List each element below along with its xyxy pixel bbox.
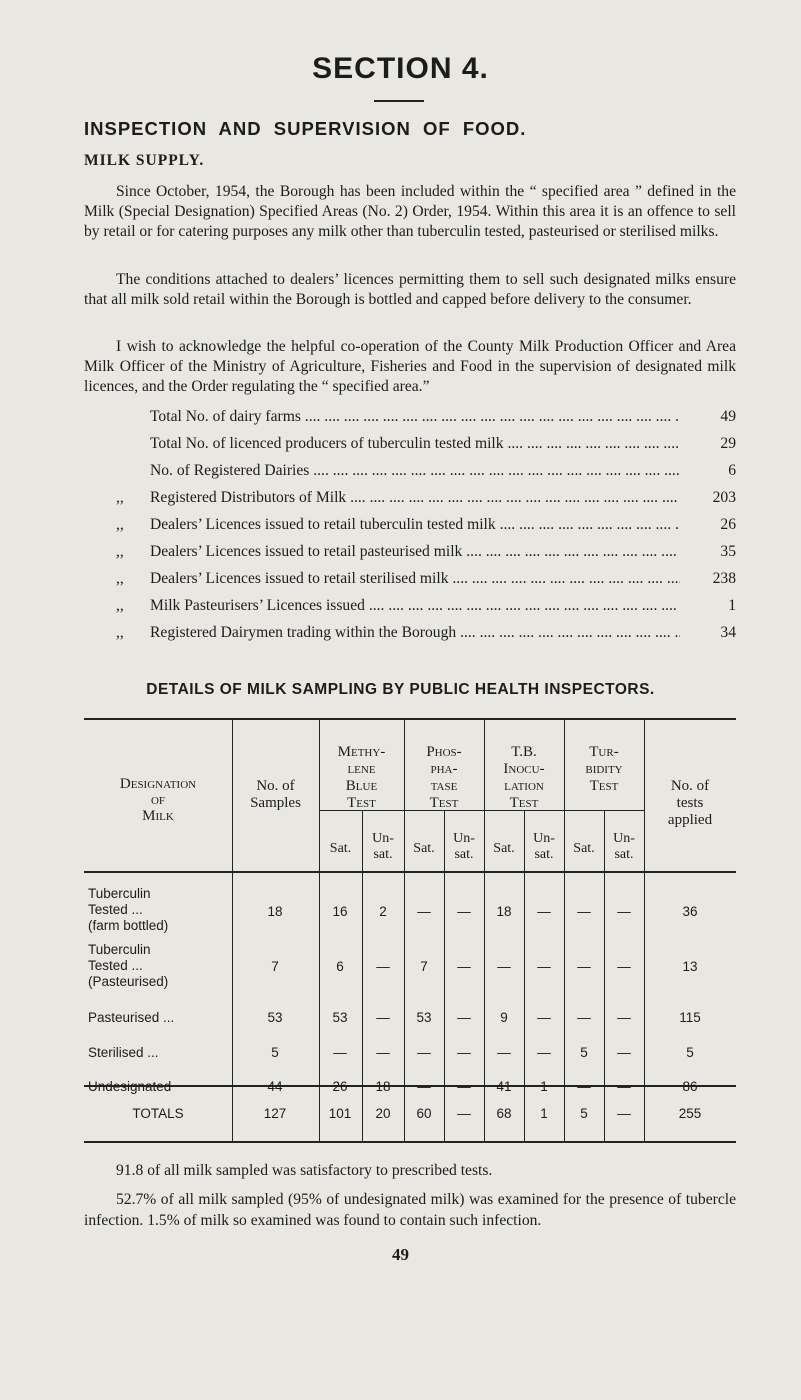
paragraph-acknowledgement: I wish to acknowledge the helpful co-operation of the County Milk Production Officer and Area Milk Officer of the Ministry of Agriculture, Fisheries and Food in the supervision of designated milk licences, and the Order regulating the “ specified area.” [84,338,736,395]
header-tests-applied [644,778,736,829]
table-cell: — [617,1045,631,1060]
designation-line: (farm bottled) [88,918,169,933]
designation-line: Tested ... [88,958,143,973]
header-line: Un- [453,831,475,846]
totals-label: TOTALS [132,1106,184,1121]
stat-label: No. of Registered Dairies .... [150,462,680,480]
header-line: sat. [534,847,554,862]
table-cell: 41 [496,1079,512,1094]
stat-row [116,489,736,516]
table-cell: — [457,959,471,974]
table-cell: — [617,1079,631,1094]
stat-prefix: ,, [116,489,124,506]
table-cell: — [497,959,511,974]
totals-cell: 68 [496,1106,512,1121]
header-line: Blue [345,778,378,794]
table-cell: 86 [682,1079,698,1094]
table-cell: — [537,904,551,919]
header-line: sat. [454,847,474,862]
paragraph-licence-conditions: The conditions attached to dealers’ licences permitting them to sell such designated milks ensure that all milk sold retail within the Borough is bottled and capped before delivery to the consumer. [84,271,736,308]
row-designation [88,1010,174,1026]
totals-cell: 127 [263,1106,287,1121]
stat-row [116,624,736,651]
row-designation [88,886,168,934]
table-cell: 36 [682,904,698,919]
header-line: bidity [585,761,623,777]
header-line: sat. [614,847,634,862]
totals-cell: — [617,1106,631,1121]
stat-value: 6 [680,462,736,480]
totals-cell: 5 [580,1106,588,1121]
header-turbidity [564,744,644,795]
subheader-unsat [362,831,404,863]
table-cell: 13 [682,959,698,974]
subheader-sat: Sat. [413,841,435,856]
table-cell: 6 [336,959,344,974]
header-line: Methy- [337,744,386,760]
table-cell: 115 [679,1010,701,1025]
stat-row [116,435,736,462]
table-cell: — [457,1079,471,1094]
stat-value: 26 [680,516,736,534]
sub-heading: MILK SUPPLY. [84,152,205,169]
header-bottom-rule [84,871,736,873]
paragraph-specified-area: Since October, 1954, the Borough has been included within the “ specified area ” defined in the Milk (Special Designation) Specified Areas (No. 2) Order, 1954. Within this area it is an offence to sell by retail or for catering purposes any milk other than tuberculin tested, pasteurised or sterilised milks. [84,183,736,240]
table-top-rule [84,718,736,720]
stat-prefix: ,, [116,624,124,641]
header-line: Test [347,795,376,811]
header-line: T.B. [511,744,537,760]
designation-line: Pasteurised ... [88,1010,175,1025]
stat-prefix: ,, [116,570,124,587]
stat-label: Dealers’ Licences issued to retail tuberculin tested milk .... [150,516,680,534]
row-designation [88,1045,159,1061]
table-cell: — [617,959,631,974]
stat-row [116,597,736,624]
stat-label: Milk Pasteurisers’ Licences issued .... [150,597,680,615]
stat-row [116,408,736,435]
header-phosphatase [404,744,484,812]
stat-value: 238 [680,570,736,588]
header-line: Phos- [426,744,462,760]
details-heading: DETAILS OF MILK SAMPLING BY PUBLIC HEALTH INSPECTORS. [146,681,655,698]
table-cell: 18 [375,1079,391,1094]
table-cell: 26 [332,1079,348,1094]
page-number: 49 [392,1245,409,1264]
stat-label: Total No. of licenced producers of tuberculin tested milk .... [150,435,680,453]
designation-line: Tuberculin [88,886,151,901]
table-cell: 5 [580,1045,588,1060]
table-cell: 53 [267,1010,283,1025]
stat-prefix: ,, [116,543,124,560]
table-cell: — [617,904,631,919]
table-cell: — [457,1010,471,1025]
header-samples [232,778,319,812]
milk-sampling-table [84,718,736,1143]
milk-supply-statistics [116,408,736,651]
stat-value: 49 [680,408,736,426]
header-line: Samples [250,795,301,811]
stat-value: 203 [680,489,736,507]
table-cell: — [537,1010,551,1025]
subheader-unsat [444,831,484,863]
subheader-unsat [604,831,644,863]
stat-value: 29 [680,435,736,453]
header-line: lene [347,761,376,777]
totals-cell: 20 [375,1106,391,1121]
table-cell: — [333,1045,347,1060]
header-line: lation [504,778,544,794]
main-heading: INSPECTION AND SUPERVISION OF FOOD. [84,118,527,139]
table-cell: 7 [271,959,279,974]
stat-label: Registered Distributors of Milk .... [150,489,680,507]
stat-label: Total No. of dairy farms .... [150,408,680,426]
header-line: Test [509,795,539,811]
row-designation [88,942,168,990]
table-cell: — [457,904,471,919]
totals-cell: 255 [678,1106,702,1121]
table-cell: 1 [540,1079,548,1094]
header-line: No. of [670,778,710,794]
totals-cell: 101 [328,1106,352,1121]
table-cell: — [376,959,390,974]
header-designation [84,776,232,824]
table-cell: 7 [420,959,428,974]
table-cell: 18 [496,904,512,919]
table-cell: — [417,1079,431,1094]
table-cell: — [617,1010,631,1025]
designation-line: Tuberculin [88,942,151,957]
stat-label: Dealers’ Licences issued to retail sterilised milk .... [150,570,680,588]
table-cell: 44 [267,1079,283,1094]
table-cell: 2 [379,904,387,919]
table-cell: 9 [500,1010,508,1025]
stat-value: 35 [680,543,736,561]
table-cell: — [417,1045,431,1060]
header-line: Un- [372,831,394,846]
stat-row [116,570,736,597]
header-line: Inocu- [503,761,545,777]
table-cell: 16 [332,904,348,919]
header-methylene-blue [319,744,404,812]
table-cell: — [577,904,591,919]
table-cell: 53 [416,1010,432,1025]
header-line: pha- [430,761,458,777]
title-rule [374,100,424,102]
footnote-satisfactory: 91.8 of all milk sampled was satisfactory to prescribed tests. [116,1162,493,1179]
table-cell: — [457,1045,471,1060]
designation-line: Undesignated [88,1079,172,1094]
subheader-sat: Sat. [329,841,352,856]
designation-line: Sterilised ... [88,1045,159,1060]
header-line: tests [676,795,704,811]
table-cell: 53 [332,1010,348,1025]
stat-prefix: ,, [116,597,124,614]
row-designation [88,1079,171,1095]
section-title: SECTION 4. [312,52,489,85]
subheader-sat: Sat. [573,841,595,856]
stat-row [116,543,736,570]
table-cell: — [376,1010,390,1025]
header-line: tase [430,778,458,794]
header-line: Designation [119,776,197,792]
stat-row [116,516,736,543]
subheader-unsat [524,831,564,863]
subheader-sat: Sat. [493,841,515,856]
header-line: Un- [533,831,555,846]
header-line: Test [589,778,619,794]
header-line: No. of [256,778,295,794]
stat-label: Registered Dairymen trading within the Borough .... [150,624,680,642]
table-cell: 18 [267,904,283,919]
table-cell: — [376,1045,390,1060]
table-cell: 5 [271,1045,279,1060]
table-cell: — [577,1079,591,1094]
table-bottom-rule [84,1141,736,1143]
table-cell: — [577,1010,591,1025]
table-cell: 5 [686,1045,694,1060]
header-line: Milk [142,808,174,824]
header-line: of [150,792,166,808]
stat-value: 1 [680,597,736,615]
table-cell: — [537,1045,551,1060]
stat-prefix: ,, [116,516,124,533]
designation-line: Tested ... [88,902,143,917]
header-line: applied [667,812,713,828]
table-cell: — [537,959,551,974]
totals-cell: 1 [540,1106,548,1121]
designation-line: (Pasteurised) [88,974,169,989]
table-cell: — [577,959,591,974]
header-line: Test [429,795,459,811]
stat-row [116,462,736,489]
header-line: sat. [373,847,393,862]
header-tb-inoculation [484,744,564,812]
stat-label: Dealers’ Licences issued to retail pasteurised milk .... [150,543,680,561]
totals-cell: 60 [416,1106,432,1121]
table-cell: — [417,904,431,919]
header-line: Un- [613,831,635,846]
header-line: Tur- [589,744,619,760]
table-cell: — [497,1045,511,1060]
footnote-tubercle: 52.7% of all milk sampled (95% of undesignated milk) was examined for the presence of tubercle infection. 1.5% of milk so examined was found to contain such infection. [84,1191,736,1229]
totals-cell: — [457,1106,471,1121]
stat-value: 34 [680,624,736,642]
